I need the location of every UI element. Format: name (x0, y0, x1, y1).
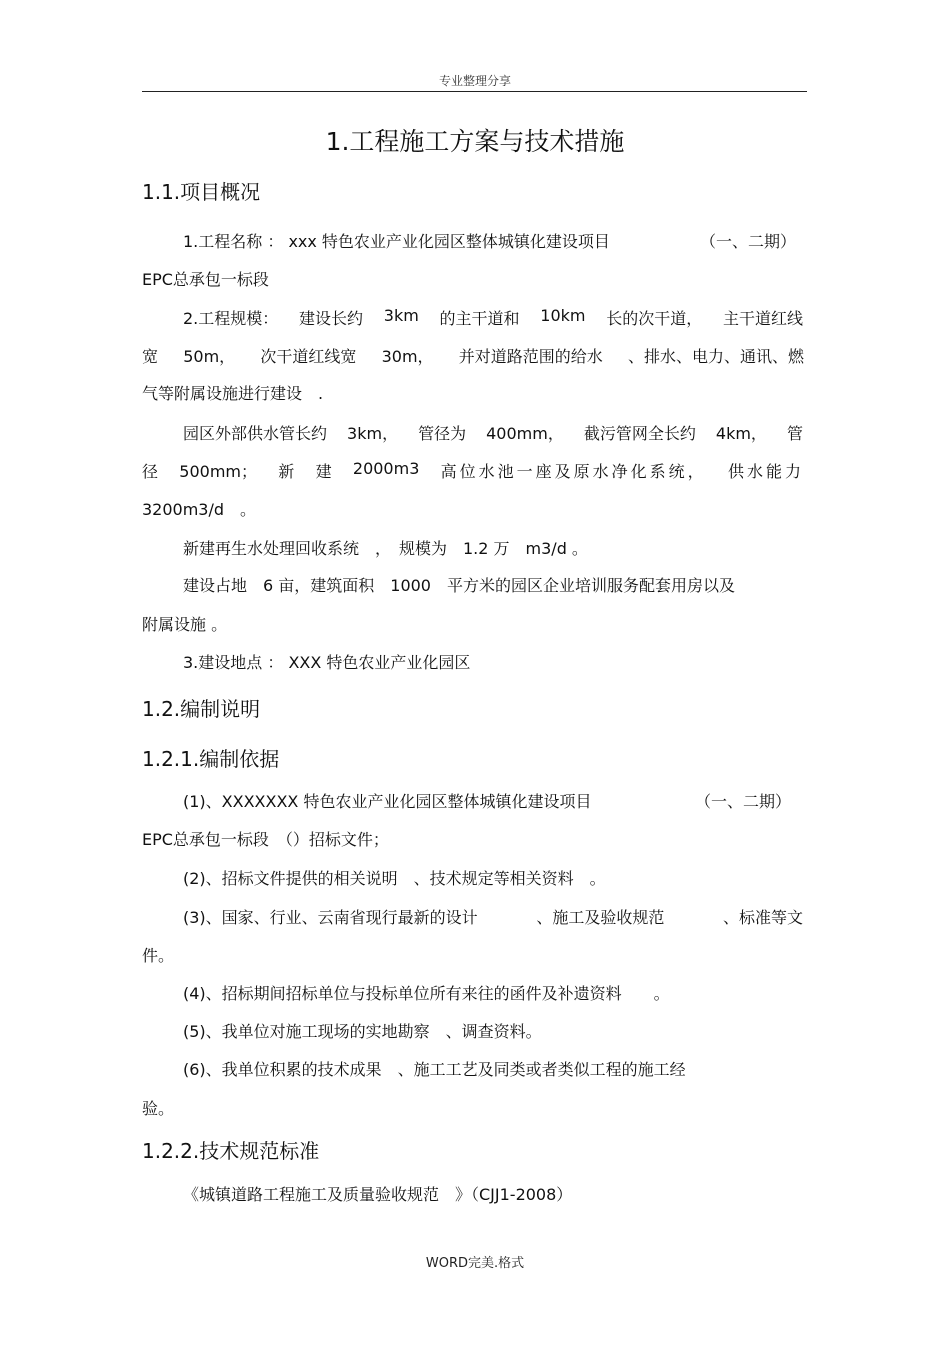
paragraph-line: (1)、XXXXXXX 特色农业产业化园区整体城镇化建设项目 (183, 792, 592, 811)
text-fragment: 径 (142, 462, 159, 481)
paragraph-line: 新建再生水处理回收系统 ， 规模为 1.2 万 m3/d 。 (183, 539, 588, 558)
text-fragment: 次干道红线宽 (260, 347, 357, 366)
text-fragment: 50m， (183, 347, 236, 366)
text-fragment: 主干道红线 (722, 309, 803, 328)
text-fragment: 宽 (142, 347, 159, 366)
text-fragment: 2.工程规模： (183, 309, 279, 328)
section-heading-1-2-1: 1.2.1.编制依据 (142, 747, 280, 771)
document-title: 1.工程施工方案与技术措施 (325, 127, 625, 156)
text-fragment: 3km (383, 306, 419, 325)
paragraph-line: (5)、我单位对施工现场的实地勘察 、调查资料。 (183, 1022, 542, 1041)
text-fragment: 400mm， (486, 424, 564, 443)
text-fragment: 建设长约 (299, 309, 364, 328)
paragraph-line: 3200m3/d 。 (142, 500, 257, 519)
text-fragment: 30m， (381, 347, 434, 366)
text-fragment: 园区外部供水管长约 (183, 424, 328, 443)
paragraph-line: 附属设施 。 (142, 615, 228, 634)
paragraph-line: 1.工程名称 ： xxx 特色农业产业化园区整体城镇化建设项目 (183, 232, 610, 251)
paragraph-line: (4)、招标期间招标单位与投标单位所有来往的函件及补遗资料 。 (183, 984, 670, 1003)
footer-text: WORD完美.格式 (425, 1256, 525, 1271)
paragraph-line (142, 459, 804, 482)
text-fragment: 10km (540, 306, 586, 325)
text-fragment: 管径为 (418, 424, 467, 443)
text-fragment: 管 (786, 424, 803, 443)
text-fragment: 3km， (347, 424, 399, 443)
text-fragment: 高位水池一座及原水净化系统， (440, 462, 707, 481)
paragraph-line: 气等附属设施进行建设 . (142, 384, 324, 403)
text-fragment: 500mm； (179, 462, 258, 481)
text-fragment: 长的次干道， (606, 309, 703, 328)
header-rule (142, 91, 807, 92)
paragraph-line (183, 306, 803, 329)
paragraph-line: （一、二期） (695, 792, 792, 811)
paragraph-line: (2)、招标文件提供的相关说明 、技术规定等相关资料 。 (183, 869, 606, 888)
text-fragment: 2000m3 (352, 459, 420, 478)
paragraph-line: EPC总承包一标段 （）招标文件； (142, 830, 389, 849)
text-fragment: 、排水、电力、通讯、燃 (627, 347, 804, 366)
paragraph-line: (6)、我单位积累的技术成果 、施工工艺及同类或者类似工程的施工经 (183, 1060, 686, 1079)
paragraph-line (183, 905, 803, 928)
section-heading-1-2: 1.2.编制说明 (142, 697, 261, 721)
header-text: 专业整理分享 (438, 74, 511, 88)
paragraph-line: 验。 (142, 1099, 175, 1118)
text-fragment: 并对道路范围的给水 (458, 347, 603, 366)
text-fragment: 4km， (715, 424, 767, 443)
text-fragment: 、施工及验收规范 (536, 908, 665, 927)
text-fragment: 建 (315, 462, 332, 481)
text-fragment: 供水能力 (727, 462, 804, 481)
section-heading-1-2-2: 1.2.2.技术规范标准 (142, 1139, 320, 1163)
paragraph-line: 3.建设地点 ： XXX 特色农业产业化园区 (183, 653, 471, 672)
text-fragment: (3)、国家、行业、云南省现行最新的设计 (183, 908, 478, 927)
paragraph-line: 建设占地 6 亩，建筑面积 1000 平方米的园区企业培训服务配套用房以及 (183, 576, 735, 595)
text-fragment: 截污管网全长约 (583, 424, 696, 443)
section-heading-1-1: 1.1.项目概况 (142, 180, 261, 204)
text-fragment: 新 (278, 462, 295, 481)
text-fragment: 的主干道和 (439, 309, 520, 328)
paragraph-line: 《城镇道路工程施工及质量验收规范 》（CJJ1-2008） (183, 1185, 573, 1204)
paragraph-line (142, 344, 804, 367)
paragraph-line: EPC总承包一标段 (142, 270, 269, 289)
paragraph-line: （一、二期） (700, 232, 797, 251)
text-fragment: 、标准等文 (722, 908, 803, 927)
paragraph-line: 件。 (142, 946, 175, 965)
paragraph-line (183, 421, 803, 444)
